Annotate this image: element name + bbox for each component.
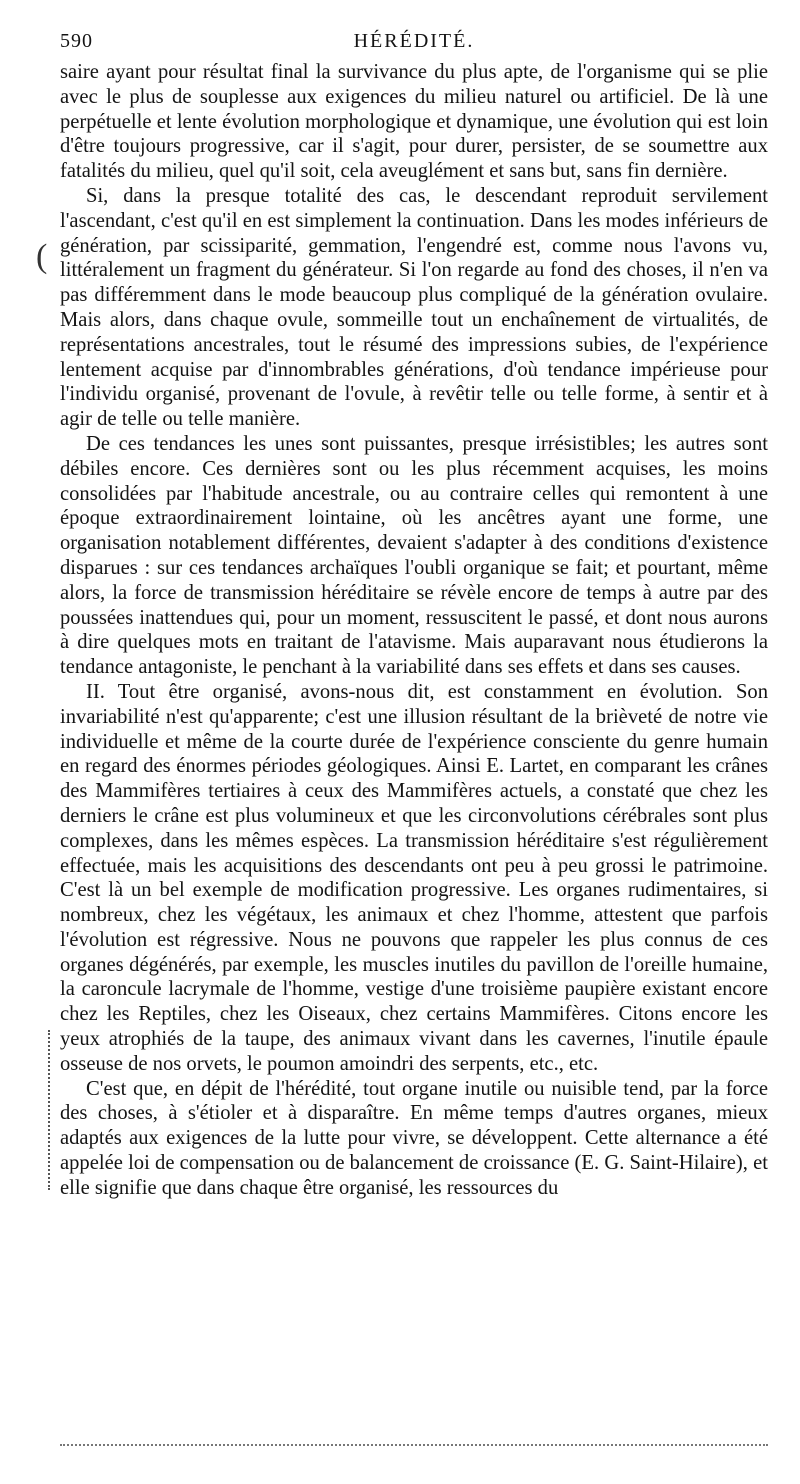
paragraph-5: C'est que, en dépit de l'hérédité, tout organe inutile ou nuisible tend, par la force des choses, à s'étioler et à disparaître. En même temps d'autres organes, mieux adaptés aux exigences de la lutte pour vivre, se développent. Cette alternance a été appelée loi de compensation ou de balancement de croissance (E. G. Saint-Hilaire), et elle signifie que dans chaque être organisé, les ressources du [60,1077,768,1199]
footer-dotted-rule [60,1444,768,1446]
margin-bracket-mark: ( [36,238,48,275]
paragraph-4: II. Tout être organisé, avons-nous dit, est constamment en évolution. Son invariabilité n'est qu'apparente; c'est une illusion résultant de la brièveté de notre vie individuelle et même de la courte durée de l'expérience consciente du genre humain en regard des énormes périodes géologiques. Ainsi E. Lartet, en comparant les crânes des Mammifères tertiaires à ceux des Mammifères actuels, a constaté que chez les derniers le crâne est plus volumineux et que les circonvolutions cérébrales sont plus complexes, dans les mêmes espèces. La transmission héréditaire s'est régulièrement effectuée, mais les acquisitions des descendants ont peu à peu grossi le patrimoine. C'est là un bel exemple de modification progressive. Les organes rudimentaires, si nombreux, chez les végétaux, les animaux et chez l'homme, attestent que parfois l'évolution est régressive. Nous ne pouvons que rappeler les plus connus de ces organes dégénérés, par exemple, les muscles inutiles du pavillon de l'oreille humaine, la caroncule lacrymale de l'homme, vestige d'une troisième paupière existant encore chez les Reptiles, chez les Oiseaux, chez certains Mammifères. Citons encore les yeux atrophiés de la taupe, des animaux vivant dans les cavernes, l'inutile épaule osseuse de nos orvets, le poumon amoindri des serpents, etc., etc. [60,680,768,1075]
paragraph-2: Si, dans la presque totalité des cas, le descendant reproduit servilement l'ascendant, c'est qu'il en est simplement la continuation. Dans les modes inférieurs de génération, par scissiparité, gemmation, l'engendré est, comme nous l'avons vu, littéralement un fragment du générateur. Si l'on regarde au fond des choses, il n'en va pas différemment dans le mode beaucoup plus compliqué de la génération ovulaire. Mais alors, dans chaque ovule, sommeille tout un enchaînement de virtualités, de représentations ancestrales, tout le résumé des impressions subies, de l'expérience lentement acquise par d'innombrables générations, d'où tendance impérieuse pour l'individu organisé, provenant de l'ovule, à revêtir telle ou telle forme, à sentir et à agir de telle ou telle manière. [60,184,768,431]
page-header [60,30,768,60]
paragraph-3: De ces tendances les unes sont puissantes, presque irrésistibles; les autres sont débiles encore. Ces dernières sont ou les plus récemment acquises, les moins consolidées par l'habitude ancestrale, ou au contraire celles qui remontent à une époque extraordinairement lointaine, où les ancêtres ayant une forme, une organisation notablement différentes, devaient s'adapter à des conditions d'existence disparues : sur ces tendances archaïques l'oubli organique se fait; et pourtant, même alors, la force de transmission héréditaire se révèle encore de temps à autre par des poussées inattendues qui, pour un moment, ressuscitent le passé, et dont nous aurons à dire quelques mots en traitant de l'atavisme. Mais auparavant nous étudierons la tendance antagoniste, le penchant à la variabilité dans ses effets et dans ses causes. [60,432,768,679]
paragraph-1: saire ayant pour résultat final la survivance du plus apte, de l'organisme qui se plie avec le plus de souplesse aux exigences du milieu naturel ou artificiel. De là une perpétuelle et lente évolution morphologique et dynamique, une évolution qui est loin d'être toujours progressive, car il s'agit, pour durer, persister, de se soumettre aux fatalités du milieu, quel qu'il soit, cela aveuglément et sans but, sans fin dernière. [60,61,768,183]
margin-dotted-rule [48,1030,50,1190]
running-title: HÉRÉDITÉ. [353,30,475,52]
page-number: 590 [60,30,93,52]
book-page [60,30,768,1201]
